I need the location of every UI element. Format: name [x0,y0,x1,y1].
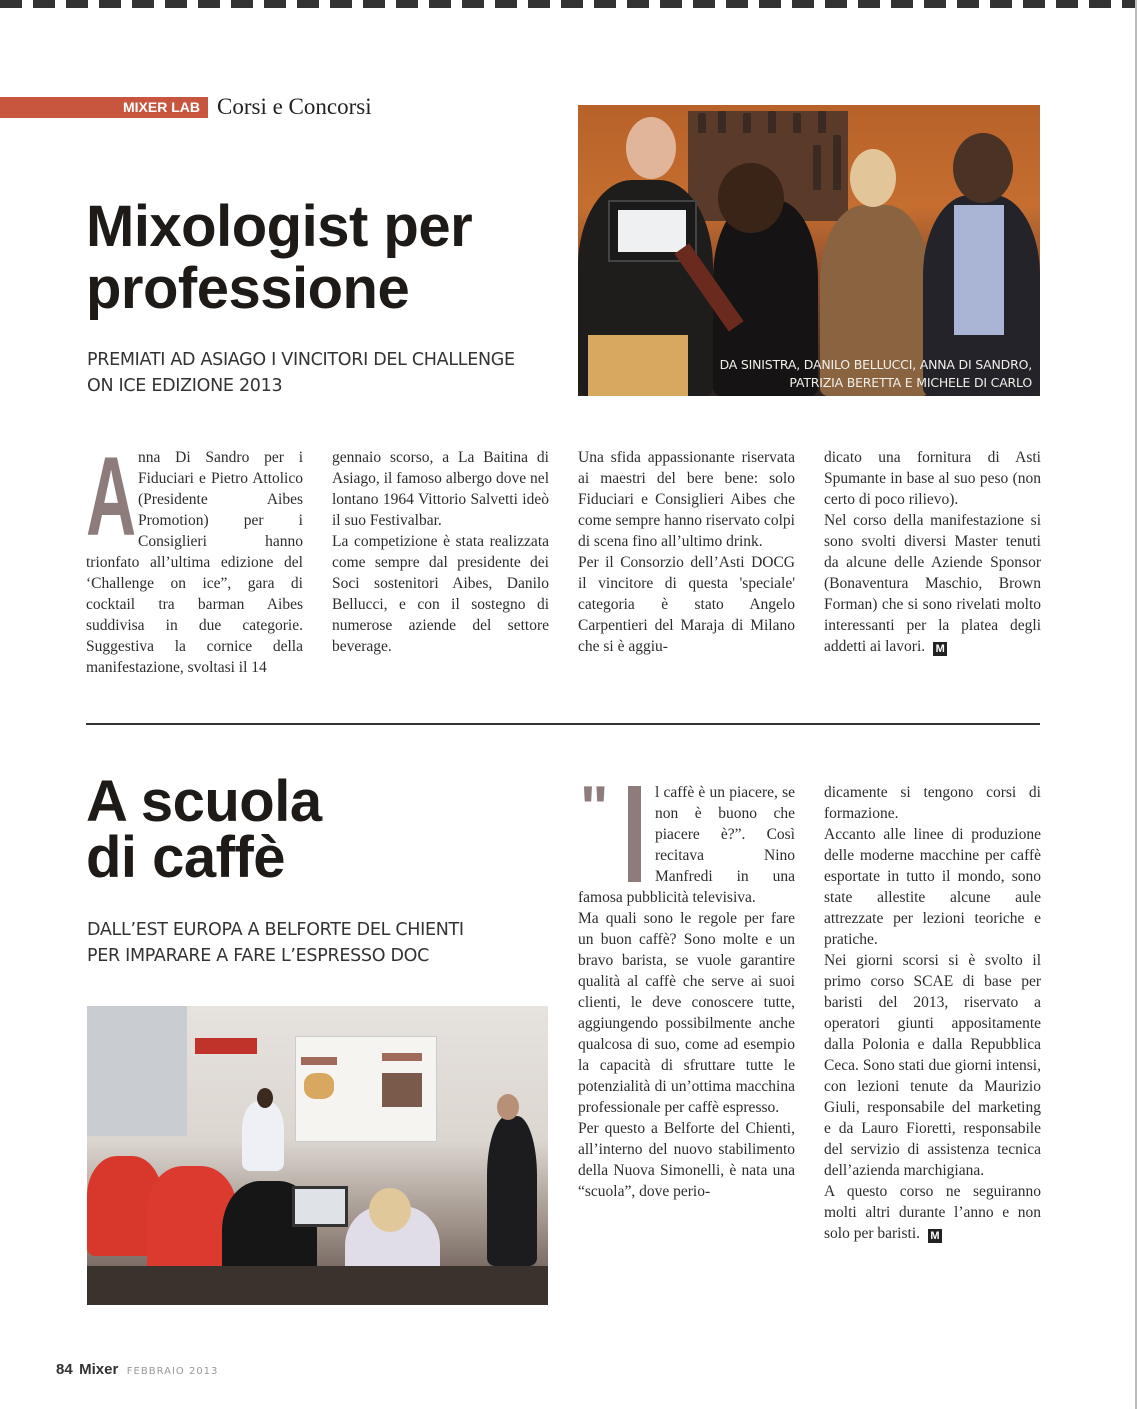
table [87,1266,548,1305]
paragraph: Per il Consorzio dell’Asti DOCG il vincitore di questa 'speciale' categoria è stato Angelo Carpentieri del Maraja di Milano che si è aggiu- [578,554,795,655]
bottle [743,113,751,133]
bottle [818,111,826,133]
bottle [813,145,821,190]
top-dashed-border [0,0,1137,8]
article1-photo [578,105,1040,396]
article1-column-2 [332,447,549,657]
bottle [768,111,776,133]
paragraph: Una sfida appassionante riservata ai maestri del bere bene: solo Fiduciari e Consiglieri Aibes che come sempre hanno riservato colpi di scena fino all’ultimo drink. [578,449,795,550]
trousers [588,335,688,396]
paragraph: l caffè è un piacere, se non è buono che piacere è?”. Così recitava Nino Manfredi in una famosa pubblicità televisiva. [578,784,795,906]
dropcap: A [86,434,137,559]
article2-title-line: di caffè [86,825,286,890]
person-head [718,163,784,233]
bottle [833,135,841,190]
issue-date: FEBBRAIO 2013 [126,1366,219,1377]
instructor [242,1101,284,1171]
person-head [257,1088,273,1108]
article1-title-line: Mixologist per [86,194,473,259]
article1-column-1 [86,434,303,678]
article2-title-line: A scuola [86,769,322,834]
article1-column-4 [824,447,1041,657]
page-number: 84 [56,1361,73,1378]
person-head [369,1188,411,1232]
article2-deck-line: PER IMPARARE A FARE L’ESPRESSO DOC [87,946,430,966]
end-mark-icon: M [933,642,947,656]
caption-line: PATRIZIA BERETTA E MICHELE DI CARLO [789,375,1032,390]
bottle [698,113,706,133]
paragraph-text: Nel corso della manifestazione si sono svolti diversi Master tenuti da alcune delle Aziende Sponsor (Bonaventura Maschio, Brown Forman) che si sono rivelati molto interessanti per la platea degli addetti ai lavori. [824,512,1041,655]
window [87,1006,187,1136]
article1-deck-line: ON ICE EDIZIONE 2013 [87,376,283,396]
article2-column-1 [578,774,795,1202]
projection-screen [295,1036,437,1142]
bottle [718,111,726,133]
quote-mark-icon: " [580,774,605,841]
section-label: MIXER LAB [123,99,200,115]
article1-column-3 [578,447,795,657]
laptop [292,1186,348,1227]
person-head [626,117,676,179]
photo-caption [720,356,1032,392]
article1-deck-line: PREMIATI AD ASIAGO I VINCITORI DEL CHALLENGE [87,350,515,370]
person-head [850,149,896,207]
article1-title-line: professione [86,256,410,321]
paragraph-last [824,1181,1041,1244]
paragraph-last [824,510,1041,657]
person-head [953,133,1013,203]
paragraph: Ma quali sono le regole per fare un buon caffè? Sono molte e un bravo barista, se vuole garantire qualità al caffè che serve ai suoi clienti, le deve conoscere tutte, aggiungendo possibilmente anche qualcosa di suo, come ad esempio la capacità di sfruttare tutte le potenzialità di un’ottima macchina professionale per caffè espresso. [578,910,795,1116]
paragraph: La competizione è stata realizzata come sempre dal presidente dei Soci sostenitori Aibes, Danilo Bellucci, e con il sostegno di numerose aziende del settore beverage. [332,533,549,655]
article2-title [86,769,322,890]
paragraph: Nei giorni scorsi si è svolto il primo corso SCAE di base per baristi del 2013, riservato a operatori giunti appositamente dalla Polonia e dalla Repubblica Ceca. Sono stati due giorni intensi, con lezioni tenute da Maurizio Giuli, responsabile del marketing e da Lauro Fioretti, responsabile del servizio di assistenza tecnica dell’azienda marchigiana. [824,952,1041,1179]
article-divider [86,723,1040,725]
article2-photo [87,1006,548,1305]
article1-title [86,196,472,320]
dropcap-bar [628,786,641,882]
paragraph: nna Di Sandro per i Fiduciari e Pietro Attolico (Presidente Aibes Promotion) per i Consiglieri hanno trionfato all’ultima edizione del ‘Challenge on ice”, gara di cocktail tra barman Aibes suddivisa in due categorie. Suggestiva la cornice della manifestazione, svoltasi il 14 [86,449,303,676]
paragraph: Accanto alle linee di produzione delle moderne macchine per caffè esportate in tutto il mondo, sono state allestite alcune aule attrezzate per lezioni teoriche e pratiche. [824,826,1041,948]
simonelli-banner [195,1038,257,1054]
paragraph: Per questo a Belforte del Chienti, all’interno del nuovo stabilimento della Nuova Simonelli, è nata una “scuola”, dove perio- [578,1120,795,1200]
article2-column-2 [824,782,1041,1244]
magazine-name: Mixer [79,1361,119,1378]
paragraph-text: A questo corso ne seguiranno molti altri durante l’anno e non solo per baristi. [824,1183,1041,1242]
person-standing [487,1116,537,1266]
article2-deck [87,917,507,969]
article2-deck-line: DALL’EST EUROPA A BELFORTE DEL CHIENTI [87,920,464,940]
article1-deck [87,347,557,399]
person-head [497,1094,519,1120]
caption-line: DA SINISTRA, DANILO BELLUCCI, ANNA DI SANDRO, [719,357,1032,372]
paragraph: dicato una fornitura di Asti Spumante in base al suo peso (non certo di poco rilievo). [824,449,1041,508]
bottle [793,113,801,133]
page-footer [56,1361,218,1379]
section-title: Corsi e Concorsi [217,94,372,119]
paragraph: dicamente si tengono corsi di formazione. [824,784,1041,822]
end-mark-icon: M [928,1229,942,1243]
shirt [954,205,1004,335]
paragraph: gennaio scorso, a La Baitina di Asiago, il famoso albergo dove nel lontano 1964 Vittorio Salvetti ideò il suo Festivalbar. [332,449,549,529]
